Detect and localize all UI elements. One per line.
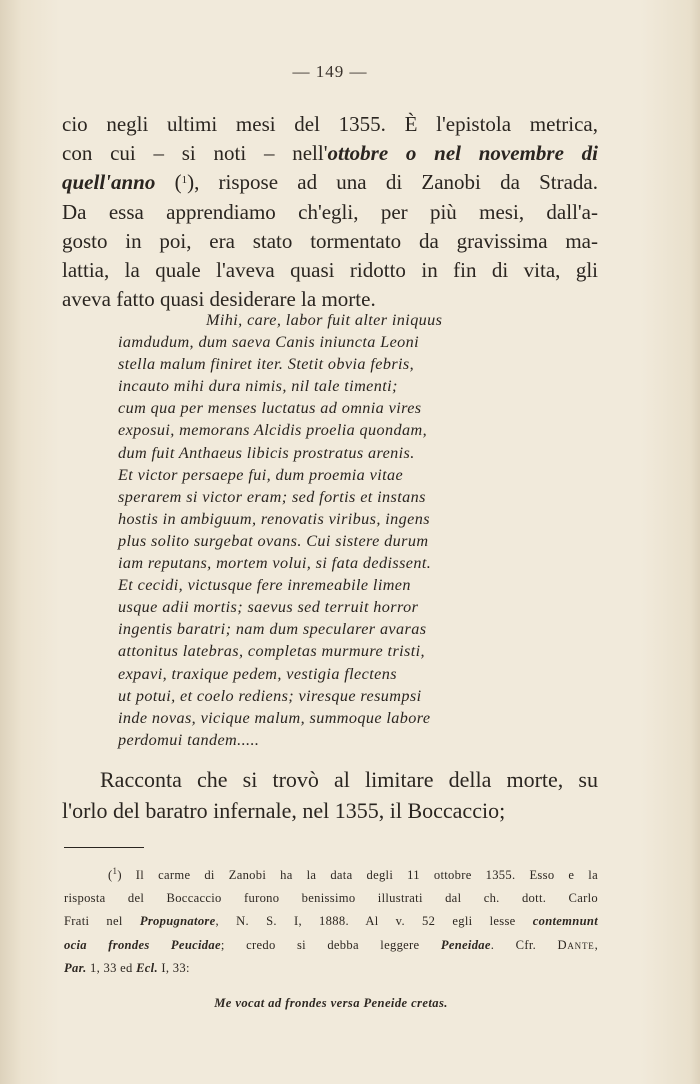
footnote-quote: Me vocat ad frondes versa Peneide cretas. [214,996,448,1011]
text-line: l'orlo del baratro infernale, nel 1355, il Boccaccio; [62,797,506,823]
verse-line: cum qua per menses luctatus ad omnia vires [118,399,422,418]
footnote-divider [64,847,144,848]
verse-line: hostis in ambiguum, renovatis viribus, ingens [118,509,430,528]
paragraph-1 [62,110,598,314]
journal-title: Propugnatore [139,914,216,929]
verse-line: inde novas, vicique malum, summoque labore [118,708,431,727]
verse-line: iam reputans, mortem volui, si fata dedissent. [118,554,432,573]
verse-line: usque adii mortis; saevus sed terruit horror [118,598,419,617]
citation: Ecl. [136,960,158,975]
emphasis: ocia frondes Peucidae [64,937,221,952]
emphasis: Peneidae [440,937,491,952]
verse-line: ut potui, et coelo rediens; viresque resumpsi [118,686,422,705]
footnote-line: ocia frondes Peucidae; credo si debba leggere Peneidae. Cfr. Dante, [64,937,599,952]
footnote-marker: 1 [112,866,118,876]
emphasis: quell'anno [62,170,156,195]
latin-verse-quotation [118,309,538,751]
verse-line: incauto mihi dura nimis, nil tale timenti; [118,377,398,396]
emphasis: contemnunt [532,914,598,929]
verse-line: ingentis baratri; nam dum specularer avaras [118,620,427,639]
text-line: Da essa apprendiamo ch'egli, per più mesi, dall'a- [62,199,598,224]
text-line: gosto in poi, era stato tormentato da gravissima ma- [62,228,598,253]
text-line: con cui – si noti – nell'ottobre o nel novembre di [62,141,598,166]
text-line: lattia, la quale l'aveva quasi ridotto in fin di vita, gli [62,258,598,283]
author-name: Dante [557,937,595,952]
footnote-line: risposta del Boccaccio furono benissimo illustrati dal ch. dott. Carlo [64,891,598,906]
footnote-line: Frati nel Propugnatore, N. S. I, 1888. Al v. 52 egli lesse contemnunt [64,914,598,929]
verse-line: iamdudum, dum saeva Canis iniuncta Leoni [118,333,420,352]
verse-line: perdomui tandem..... [118,730,260,749]
verse-line: expavi, traxique pedem, vestigia flectens [118,664,397,683]
verse-line: Et victor persaepe fui, dum proemia vitae [118,465,404,484]
text-line: aveva fatto quasi desiderare la morte. [62,287,376,312]
text-line: cio negli ultimi mesi del 1355. È l'epistola metrica, [62,112,598,136]
verse-line: Mihi, care, labor fuit alter iniquus [206,311,443,329]
footnote-line: Par. 1, 33 ed Ecl. I, 33: [64,960,190,975]
emphasis: ottobre o nel novembre di [327,141,598,166]
footnote-line: ($^1$) Il carme di Zanobi ha la data degli 11 ottobre 1355. Esso e la [108,866,598,882]
text-line: Racconta che si trovò al limitare della morte, su [100,767,598,792]
verse-line: stella malum finiret iter. Stetit obvia febris, [118,355,415,374]
footnote-ref: 1 [181,174,188,187]
text-line: quell'anno ($^1$), rispose ad una di Zanobi da Strada. [62,170,598,195]
verse-line: attonitus latebras, completas murmure tristi, [118,642,425,661]
footnote [64,864,598,1015]
verse-line: dum fuit Anthaeus libicis prostratus arenis. [118,443,415,462]
paragraph-2 [62,765,598,826]
page-number: — 149 — [292,62,368,81]
verse-line: Et cecidi, victusque fere inremeabile limen [118,576,411,595]
citation: Par. [64,960,87,975]
verse-line: plus solito surgebat ovans. Cui sistere durum [118,531,429,550]
verse-line: sperarem si victor eram; sed fortis et instans [118,487,426,506]
verse-line: exposui, memorans Alcidis proelia quondam, [118,421,428,440]
